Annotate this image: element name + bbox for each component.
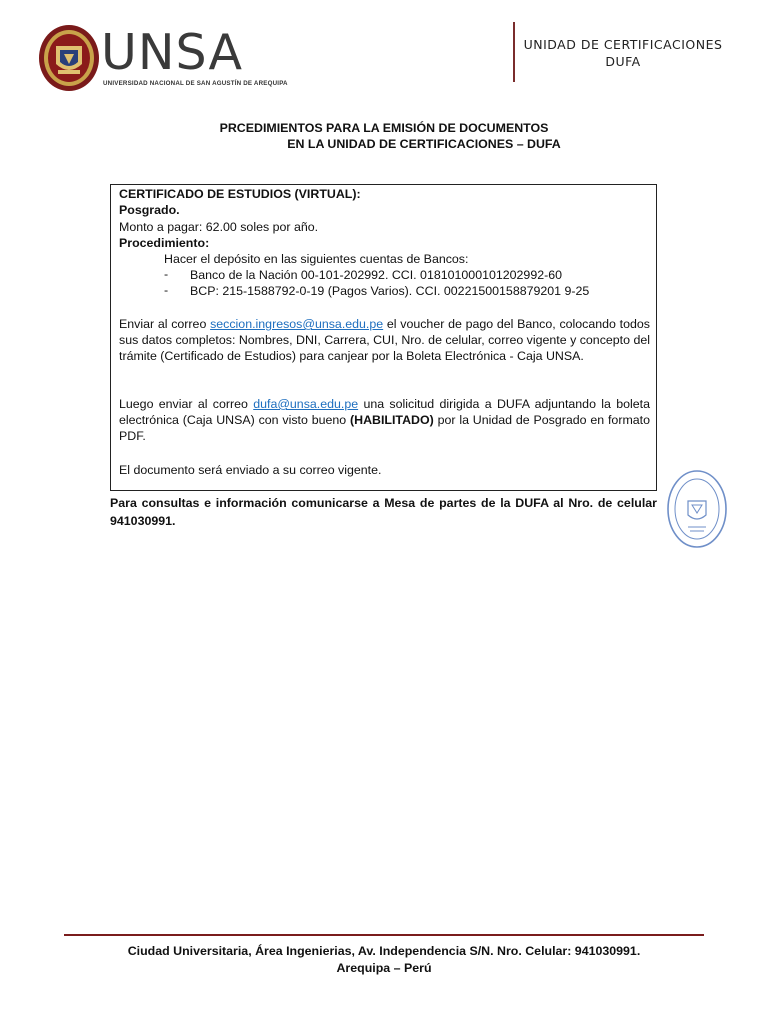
deposit-intro: Hacer el depósito en las siguientes cuentas de Bancos: xyxy=(164,252,469,266)
official-stamp xyxy=(666,469,728,549)
p2-prefix: Luego enviar al correo xyxy=(119,397,248,411)
footer-divider xyxy=(64,934,704,936)
unit-name-line2: DUFA xyxy=(605,54,641,69)
bullet-dash: - xyxy=(164,283,169,297)
logo-wordmark xyxy=(101,24,244,81)
bank-account-bcp: BCP: 215-1588792-0-19 (Pagos Varios). CCI. 00221500158879201 9-25 xyxy=(190,284,590,298)
university-seal-logo xyxy=(38,24,100,92)
certificate-info-box xyxy=(110,184,657,491)
paragraph-send-voucher xyxy=(119,316,650,364)
header-divider xyxy=(513,22,515,82)
paragraph-send-request xyxy=(119,396,650,444)
bank-account-nacion: Banco de la Nación 00-101-202992. CCI. 018101000101202992-60 xyxy=(190,268,563,282)
p1-suffix: el voucher de pago del Banco, colocando todos sus datos completos: Nombres, DNI, Carrera, CUI, Nro. de celular, correo vigente y concepto del trámite (Certificado de Estudios) para canjear por la Boleta Electrónica - Caja UNSA. xyxy=(119,317,650,363)
p2-middle: una solicitud dirigida a DUFA adjuntando la boleta electrónica (Caja UNSA) con visto bueno xyxy=(119,397,650,427)
bullet-dash: - xyxy=(164,267,169,281)
p2-suffix: por la Unidad de Posgrado en formato PDF. xyxy=(119,413,650,443)
logo-wordmark-text: UNSA xyxy=(101,24,244,81)
document-title-line1: PRCEDIMIENTOS PARA LA EMISIÓN DE DOCUMENTOS xyxy=(219,121,549,135)
logo-subtitle: UNIVERSIDAD NACIONAL DE SAN AGUSTÍN DE AREQUIPA xyxy=(103,80,288,87)
unit-name-line1: UNIDAD DE CERTIFICACIONES xyxy=(523,37,723,52)
email-link-dufa[interactable]: dufa@unsa.edu.pe xyxy=(253,397,359,411)
consult-info: Para consultas e información comunicarse a Mesa de partes de la DUFA al Nro. de celular 941030991. xyxy=(110,496,657,528)
p2-bold: (HABILITADO) xyxy=(350,413,434,427)
footer-address: Ciudad Universitaria, Área Ingenierias, Av. Independencia S/N. Nro. Celular: 941030991. xyxy=(127,944,641,958)
certificate-heading: CERTIFICADO DE ESTUDIOS (VIRTUAL): xyxy=(119,187,361,201)
level-label: Posgrado. xyxy=(119,203,180,217)
amount-text: Monto a pagar: 62.00 soles por año. xyxy=(119,220,319,234)
document-title-line2: EN LA UNIDAD DE CERTIFICACIONES – DUFA xyxy=(287,137,561,151)
footer-city: Arequipa – Perú xyxy=(336,961,432,975)
paragraph-delivery: El documento será enviado a su correo vigente. xyxy=(119,463,382,477)
unit-name xyxy=(516,36,730,70)
email-link-ingresos[interactable]: seccion.ingresos@unsa.edu.pe xyxy=(210,317,384,331)
procedure-label: Procedimiento: xyxy=(119,236,210,250)
p1-prefix: Enviar al correo xyxy=(119,317,207,331)
